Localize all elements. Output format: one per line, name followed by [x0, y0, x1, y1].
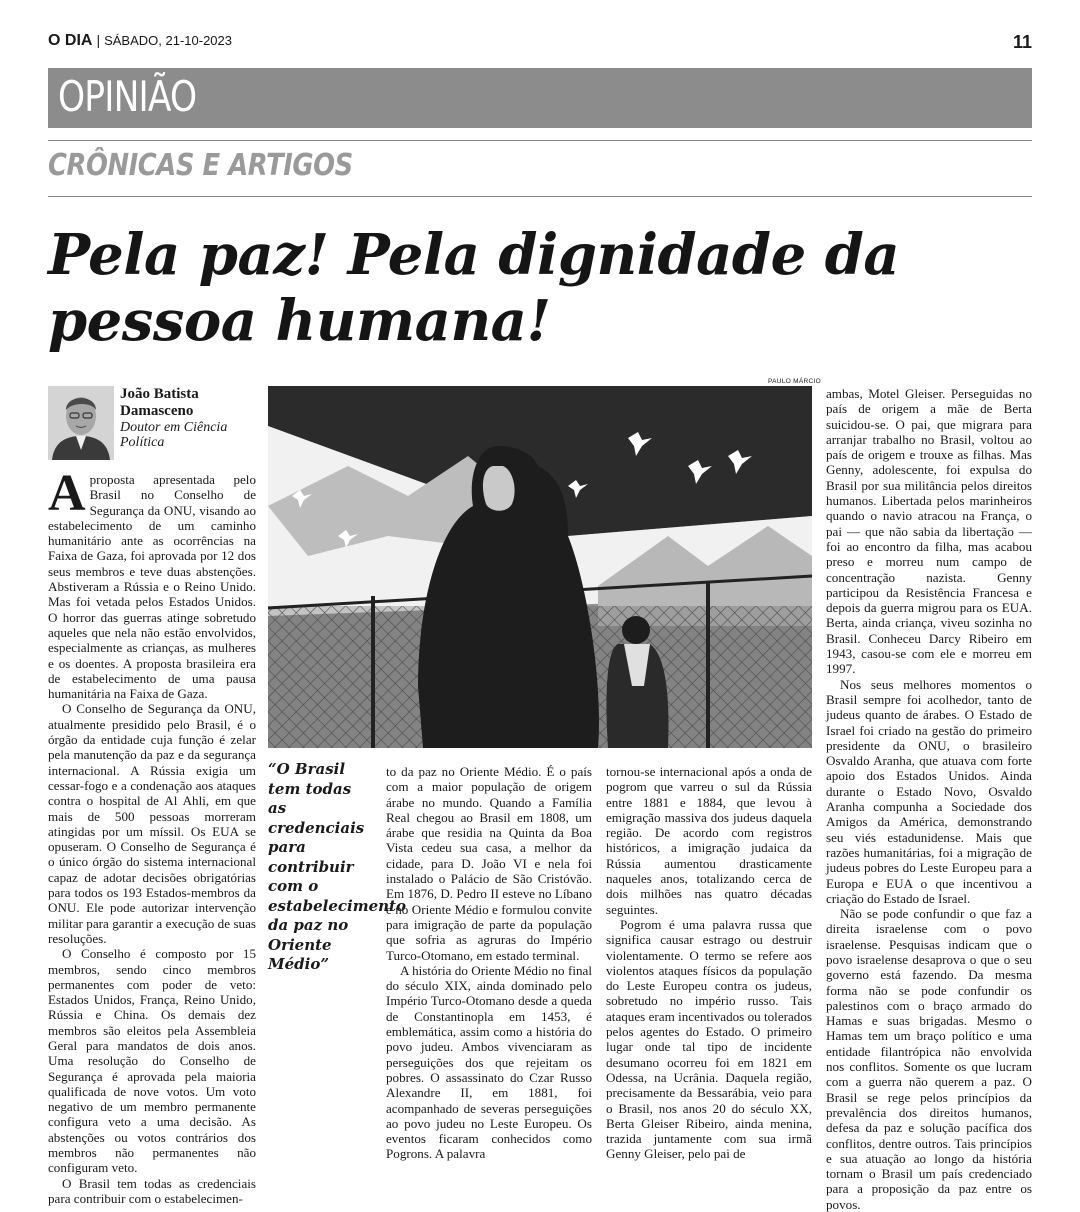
paragraph: A história do Oriente Médio no final do século XIX, ainda dominado pelo Império Turco-Otomano desde a queda de Constantinopla em 1453, é emblemática, assim como a história do povo judeu. Ambos vivenciaram as perseguições dos que rejeitam os pobres. O assassinato do Czar Russo Alexandre II, em 1881, foi acompanhado de severas perseguições ao povo judeu no Leste Europeu. Os eventos ficaram conhecidos como Pogrons. A palavra [386, 962, 592, 1162]
paragraph: O Brasil tem todas as credenciais para contribuir com o estabelecimen- [48, 1175, 256, 1206]
divider [48, 140, 1032, 141]
subsection-title: CRÔNICAS E ARTIGOS [48, 148, 353, 183]
paragraph: Nos seus melhores momentos o Brasil sempre foi acolhedor, tanto de judeus quanto de árabes. O Estado de Israel foi criado na gestão do primeiro presidente da ONU, o brasileiro Osvaldo Aranha, que atuava com forte apoio dos Estados Unidos. Ainda durante o Estado Novo, Osvaldo Aranha compunha a Sociedade dos Amigos da América, demonstrando seu viés estadunidense. Mais que razões humanitárias, foi a migração de judeus pobres do Leste Europeu para a Europa e EUA o que incentivou a criação do Estado de Israel. [826, 676, 1032, 906]
article-headline: Pela paz! Pela dignidade da pessoa humana! [48, 222, 900, 354]
article-column-2 [386, 764, 592, 1162]
photo-credit: PAULO MÁRCIO [768, 378, 821, 385]
paragraph: O Conselho é composto por 15 membros, sendo cinco membros permanentes com poder de veto: Estados Unidos, França, Reino Unido, Rússia e China. Os demais dez membros são eleitos pela Assembleia Geral para mandatos de dois anos. Uma resolução do Conselho de Segurança é aprovada pela maioria qualificada de nove votos. Um voto negativo de um membro permanente configura veto a uma decisão. As abstenções ou votos contrários dos membros não permanentes não configuram veto. [48, 946, 256, 1176]
divider [48, 196, 1032, 197]
page-number: 11 [1012, 32, 1032, 52]
author-name: João Batista Damasceno [120, 386, 199, 419]
drop-cap: A [48, 465, 86, 522]
section-title: OPINIÃO [58, 72, 197, 121]
illustration [268, 386, 812, 748]
section-banner [48, 68, 1032, 128]
paragraph: ambas, Motel Gleiser. Perseguidas no país de origem a mãe de Berta suicidou-se. O pai, que migrara para arranjar trabalho no Brasil, voltou ao país de origem e trouxe as filhas. Mas Genny, adolescente, foi expulsa do Brasil por sua militância pelos direitos humanos. Libertada pelos marinheiros quando o navio atracou na França, o pai — que não sabia da libertação — foi ao encontro da filha, mas acabou preso e morreu num campo de concentração nazista. Genny participou da Resistência Francesa e depois da guerra migrou para os EUA. Berta, ainda criança, viveu sozinha no Brasil. Conheceu Darcy Ribeiro em 1943, casou-se com ele e morreu em 1997. [826, 386, 1032, 677]
mother-child-fence-illustration [268, 386, 812, 748]
page-header [48, 32, 1032, 54]
paragraph: proposta apresentada pelo Brasil no Conselho de Segurança da ONU, visando ao estabelecimento de um caminho humanitário ante as ocorrências na Faixa de Gaza, foi aprovada por 12 dos seus membros e teve duas abstenções. Abstiveram a Rússia e o Reino Unido. Mas foi vetada pelos Estados Unidos. O horror das guerras atinge sobretudo aqueles que nela não estão envolvidos, especialmente as crianças, as mulheres e os doentes. A proposta brasileira era de estabelecimento de uma pausa humanitária na Faixa de Gaza. [48, 472, 256, 702]
article-column-3 [606, 764, 812, 1162]
paragraph: to da paz no Oriente Médio. É o país com a maior população de origem árabe no mundo. Quando a Família Real chegou ao Brasil em 1808, um árabe que residia na Quinta da Boa Vista cedeu sua casa, a melhor da cidade, para D. João VI e nela foi instalado o Palácio de São Cristóvão. Em 1876, D. Pedro II esteve no Líbano e no Oriente Médio e formulou convite para imigração de parte da população que sofria as agruras do Império Turco-Otomano, em estado terminal. [386, 764, 592, 963]
author-role: Doutor em Ciência Política [120, 420, 228, 450]
author-portrait-icon [48, 386, 114, 460]
issue-date: SÁBADO, 21-10-2023 [104, 33, 232, 48]
paragraph: Não se pode confundir o que faz a direita israelense com o povo israelense. Pesquisas indicam que o povo israelense desaprova o que o seu governo está fazendo. Da mesma forma não se pode confundir os palestinos com o braço armado do Hamas e suas brigadas. Mesmo o Hamas tem um braço político e uma entidade filantrópica não envolvida nos conflitos. Somente os que lucram com a guerra não querem a paz. O Brasil se rege pelos princípios da prevalência dos direitos humanos, defesa da paz e solução pacífica dos conflitos, dentre outros. Tais princípios e sua atuação ao longo da história tornam o Brasil um país credenciado para a proposição da paz entre os povos. [826, 906, 1032, 1212]
article-column-1 [48, 465, 256, 1206]
paragraph: O Conselho de Segurança da ONU, atualmente presidido pelo Brasil, é o órgão da entidade cuja função é zelar pela manutenção da paz e da segurança internacional. A Rússia exigia um cessar-fogo e a condenação aos ataques contra o hospital de Al Ahli, em que mais de 500 pessoas morreram atingidas por um míssil. Os EUA se opuseram. O Conselho de Segurança é o único órgão do sistema internacional capaz de adotar decisões obrigatórias para todos os 193 Estados-membros da ONU. Ele pode autorizar intervenção militar para garantir a execução de suas resoluções. [48, 701, 256, 946]
pull-quote: “O Brasil tem todas as credenciais para contribuir com o estabelecimento da paz no Oriente Médio” [268, 760, 406, 973]
author-box [48, 386, 258, 462]
header-separator: | [96, 32, 101, 48]
paragraph: tornou-se internacional após a onda de pogrom que varreu o sul da Rússia entre 1881 e 1884, que levou à emigração massiva dos judeus daquela região. De acordo com registros históricos, a imigração judaica da Rússia aumentou drasticamente naqueles anos, totalizando cerca de dois milhões nas quatro décadas seguintes. [606, 764, 812, 917]
paragraph: Pogrom é uma palavra russa que significa causar estrago ou destruir violentamente. O termo se refere aos violentos ataques físicos da população do Leste Europeu contra os judeus, sobretudo no império russo. Tais ataques eram incentivados ou tolerados pelos agentes do Estado. O primeiro lugar onde tal tipo de incidente desumano ocorreu foi em 1821 em Odessa, na Ucrânia. Daquela região, precisamente da Bessarábia, veio para o Brasil, nos anos 20 do século XX, Berta Gleiser Ribeiro, ainda menina, trazida juntamente com sua irmã Genny Gleiser, pelo pai de [606, 916, 812, 1162]
article-column-4 [826, 386, 1032, 1212]
newspaper-name: O DIA [48, 32, 93, 49]
author-photo [48, 386, 114, 460]
